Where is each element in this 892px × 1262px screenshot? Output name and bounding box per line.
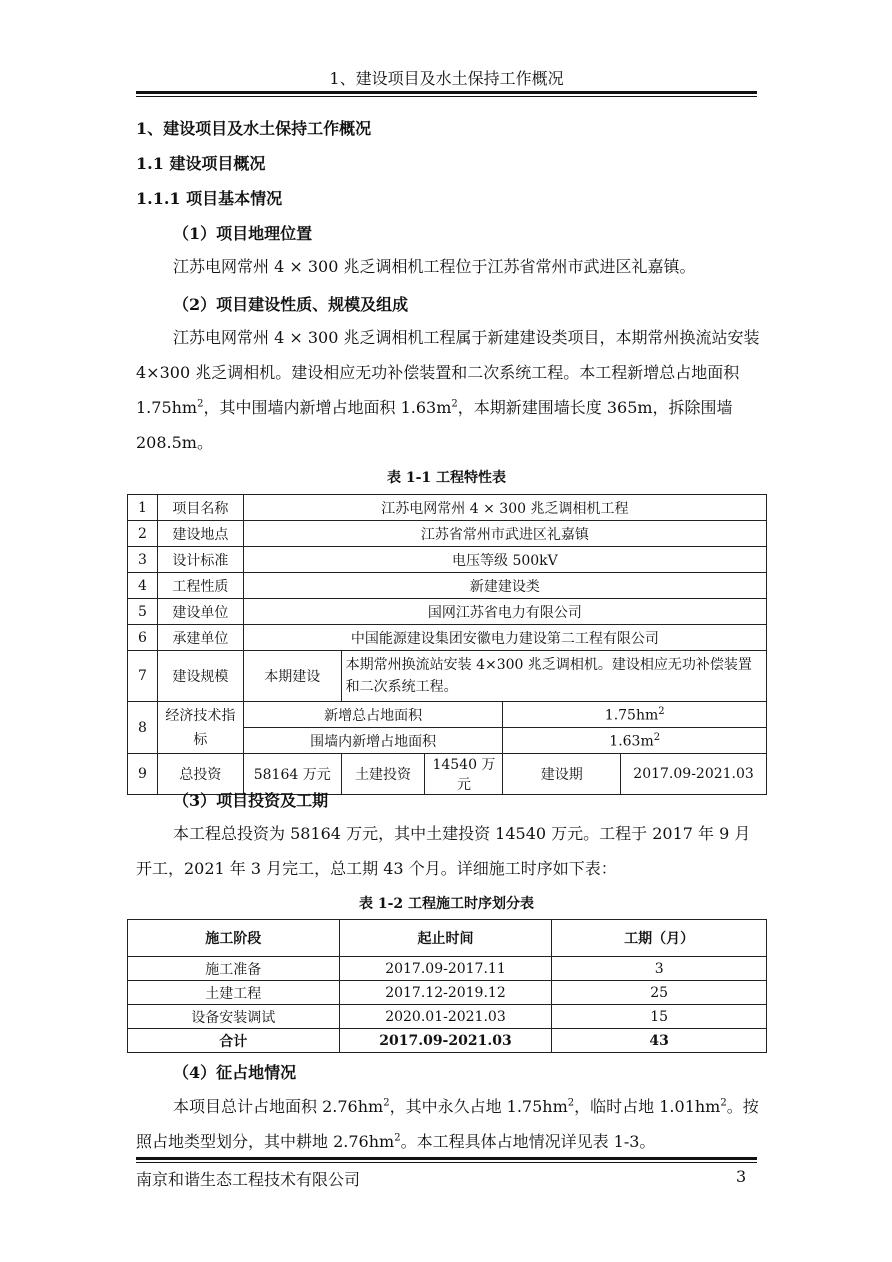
table-row: 8 经济技术指标 新增总占地面积 $1.75hm^2$ <box>128 702 767 728</box>
table-row: 6 承建单位 中国能源建设集团安徽电力建设第二工程有限公司 <box>128 625 767 651</box>
section-land-text: 本项目总计占地面积 $2.76hm^2$，其中永久占地 $1.75hm^2$，临时占地 $1.01hm^2$。按照占地类型划分，其中耕地 $2.76hm^2$。本工程具体占地情况详见表 1-3。 <box>136 1097 759 1151</box>
footer-rule-thin <box>136 1162 757 1163</box>
table-row: 土建工程 2017.12-2019.12 25 <box>128 981 767 1005</box>
footer-company: 南京和谐生态工程技术有限公司 <box>136 1170 361 1189</box>
table-2-caption: 表 1-2 工程施工时序划分表 <box>358 896 535 912</box>
section-location-text: 江苏电网常州 4 × 300 兆乏调相机工程位于江苏省常州市武进区礼嘉镇。 <box>173 257 696 276</box>
header-rule-thin <box>136 96 757 97</box>
footer-rule-thick <box>136 1157 757 1160</box>
table-header-row: 施工阶段 起止时间 工期（月） <box>128 920 767 957</box>
table-row: 设备安装调试 2020.01-2021.03 15 <box>128 1005 767 1029</box>
running-header: 1、建设项目及水土保持工作概况 <box>329 69 564 88</box>
table-row: 4 工程性质 新建建设类 <box>128 573 767 599</box>
table-row: 施工准备 2017.09-2017.11 3 <box>128 957 767 981</box>
table-total-row: 合计 2017.09-2021.03 43 <box>128 1029 767 1053</box>
table-1-caption: 表 1-1 工程特性表 <box>386 470 507 486</box>
table-row: 5 建设单位 国网江苏省电力有限公司 <box>128 599 767 625</box>
table-row: 2 建设地点 江苏省常州市武进区礼嘉镇 <box>128 521 767 547</box>
heading-1-1-1: 1.1.1 项目基本情况 <box>136 189 283 208</box>
heading-1: 1、建设项目及水土保持工作概况 <box>136 119 372 138</box>
table-row: 围墙内新增占地面积 $1.63m^2$ <box>128 728 767 754</box>
table-row: 7 建设规模 本期建设 本期常州换流站安装 4×300 兆乏调相机。建设相应无功补偿装置和二次系统工程。 <box>128 651 767 702</box>
page-number: 3 <box>736 1167 747 1186</box>
construction-schedule-table <box>127 919 767 1053</box>
section-investment-text: 本工程总投资为 58164 万元，其中土建投资 14540 万元。工程于 2017 年 9 月开工，2021 年 3 月完工，总工期 43 个月。详细施工时序如下表： <box>136 824 751 878</box>
section-scale-text: 江苏电网常州 4 × 300 兆乏调相机工程属于新建建设类项目，本期常州换流站安装 4×300 兆乏调相机。建设相应无功补偿装置和二次系统工程。本工程新增总占地面积 $1.75hm^2$，其中围墙内新增占地面积 $1.63m^2$，本期新建围墙长度 365m，拆除围墙 208.5m。 <box>136 328 760 452</box>
heading-1-1: 1.1 建设项目概况 <box>136 154 266 173</box>
table-row: 3 设计标准 电压等级 500kV <box>128 547 767 573</box>
section-investment-title: （3）项目投资及工期 <box>173 791 329 810</box>
section-location-title: （1）项目地理位置 <box>173 224 313 243</box>
section-scale-title: （2）项目建设性质、规模及组成 <box>173 295 409 314</box>
section-land-title: （4）征占地情况 <box>173 1063 297 1082</box>
header-rule-thick <box>136 91 757 94</box>
table-row: 9 总投资 58164 万元 土建投资 14540 万元 建设期 2017.09-2021.03 <box>128 754 767 795</box>
project-characteristics-table <box>127 494 767 795</box>
table-row: 1 项目名称 江苏电网常州 4 × 300 兆乏调相机工程 <box>128 495 767 521</box>
